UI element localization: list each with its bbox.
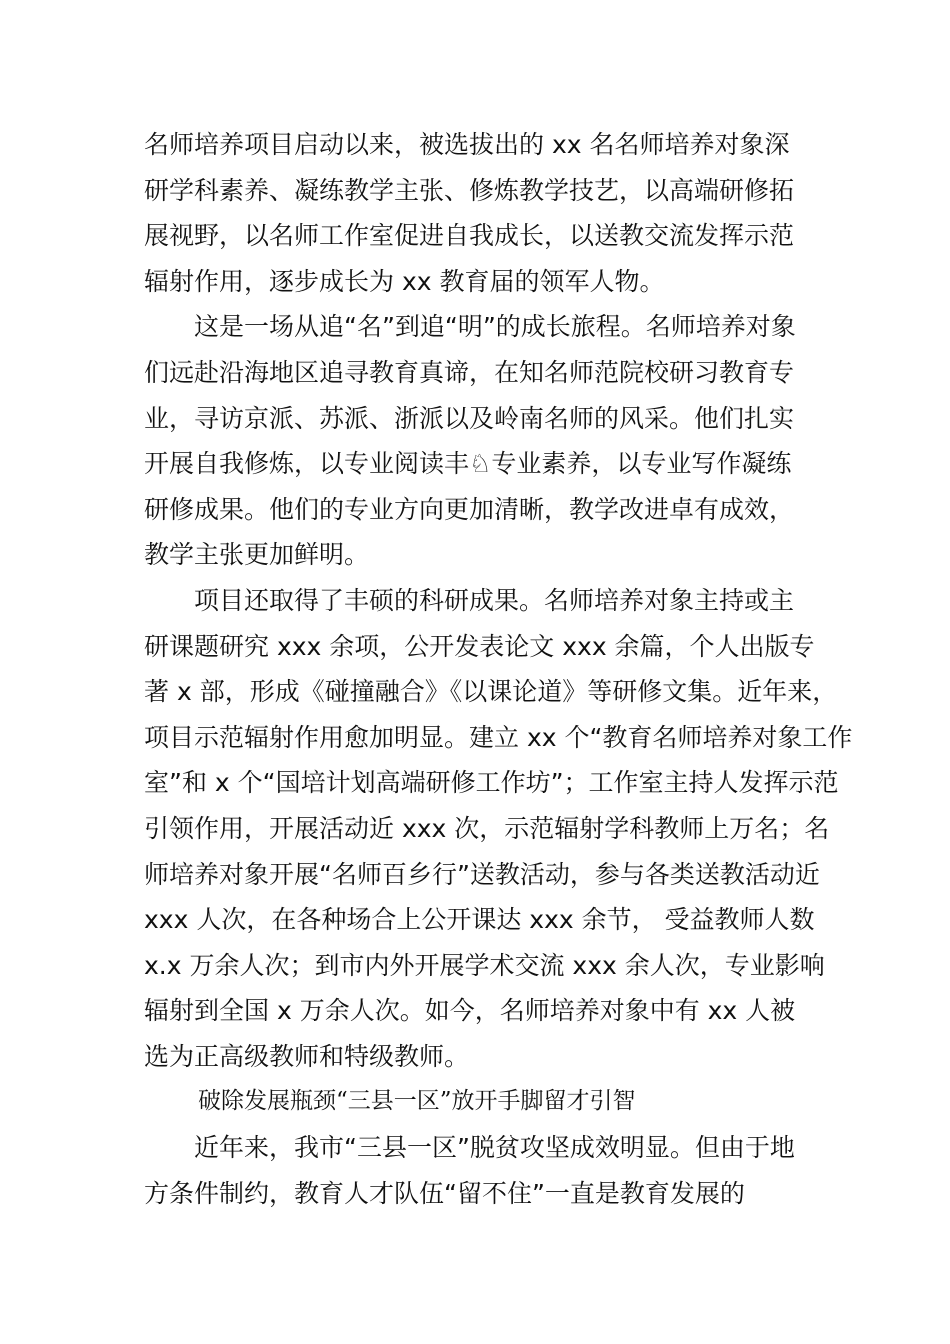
text-line: 选为正高级教师和特级教师。	[144, 1041, 470, 1071]
text-line: 研学科素养、凝练教学主张、修炼教学技艺，以高端研修拓	[144, 175, 795, 205]
text-line: 这是一场从追“名”到追“明”的成长旅程。名师培养对象	[194, 312, 796, 342]
text-line: 近年来，我市“三县一区”脱贫攻坚成效明显。但由于地	[194, 1133, 795, 1163]
text-line: 开展自我修炼，以专业阅读丰♘专业素养，以专业写作凝练	[144, 449, 792, 479]
text-line: 著 x 部，形成《碰撞融合》《以课论道》等研修文集。近年来，	[144, 677, 838, 707]
text-line: x.x 万余人次；到市内外开展学术交流 xxx 余人次，专业影响	[144, 950, 825, 980]
text-line: 辐射到全国 x 万余人次。如今，名师培养对象中有 xx 人被	[144, 996, 796, 1026]
section-heading: 破除发展瓶颈“三县一区”放开手脚留才引智	[198, 1088, 636, 1115]
paragraph-4	[144, 1125, 824, 1216]
text-line: 师培养对象开展“名师百乡行”送教活动，参与各类送教活动近	[144, 859, 820, 889]
section-heading-block	[144, 1079, 824, 1125]
text-line: 方条件制约，教育人才队伍“留不住”一直是教育发展的	[144, 1178, 745, 1208]
paragraph-2	[144, 304, 824, 578]
text-line: 教学主张更加鲜明。	[144, 540, 370, 570]
text-line: 展视野，以名师工作室促进自我成长，以送教交流发挥示范	[144, 221, 795, 251]
text-line: 室”和 x 个“国培计划高端研修工作坊”；工作室主持人发挥示范	[144, 768, 839, 798]
text-line: 研课题研究 xxx 余项，公开发表论文 xxx 余篇，个人出版专	[144, 631, 815, 661]
text-line: 们远赴沿海地区追寻教育真谛，在知名师范院校研习教育专	[144, 357, 795, 387]
text-line: xxx 人次，在各种场合上公开课达 xxx 余节， 受益教师人数	[144, 905, 815, 935]
text-line: 名师培养项目启动以来，被选拔出的 xx 名名师培养对象深	[144, 130, 790, 159]
text-line: 研修成果。他们的专业方向更加清晰，教学改进卓有成效，	[144, 494, 795, 524]
text-line: 辐射作用，逐步成长为 xx 教育届的领军人物。	[144, 266, 665, 296]
text-line: 引领作用，开展活动近 xxx 次，示范辐射学科教师上万名；名	[144, 813, 830, 843]
text-line: 项目还取得了丰硕的科研成果。名师培养对象主持或主	[194, 585, 795, 615]
paragraph-1	[144, 122, 824, 304]
text-line: 项目示范辐射作用愈加明显。建立 xx 个“教育名师培养对象工作	[144, 722, 853, 752]
document-body	[144, 122, 853, 1216]
text-line: 业，寻访京派、苏派、浙派以及岭南名师的风采。他们扎实	[144, 403, 795, 433]
paragraph-3	[144, 578, 853, 1080]
